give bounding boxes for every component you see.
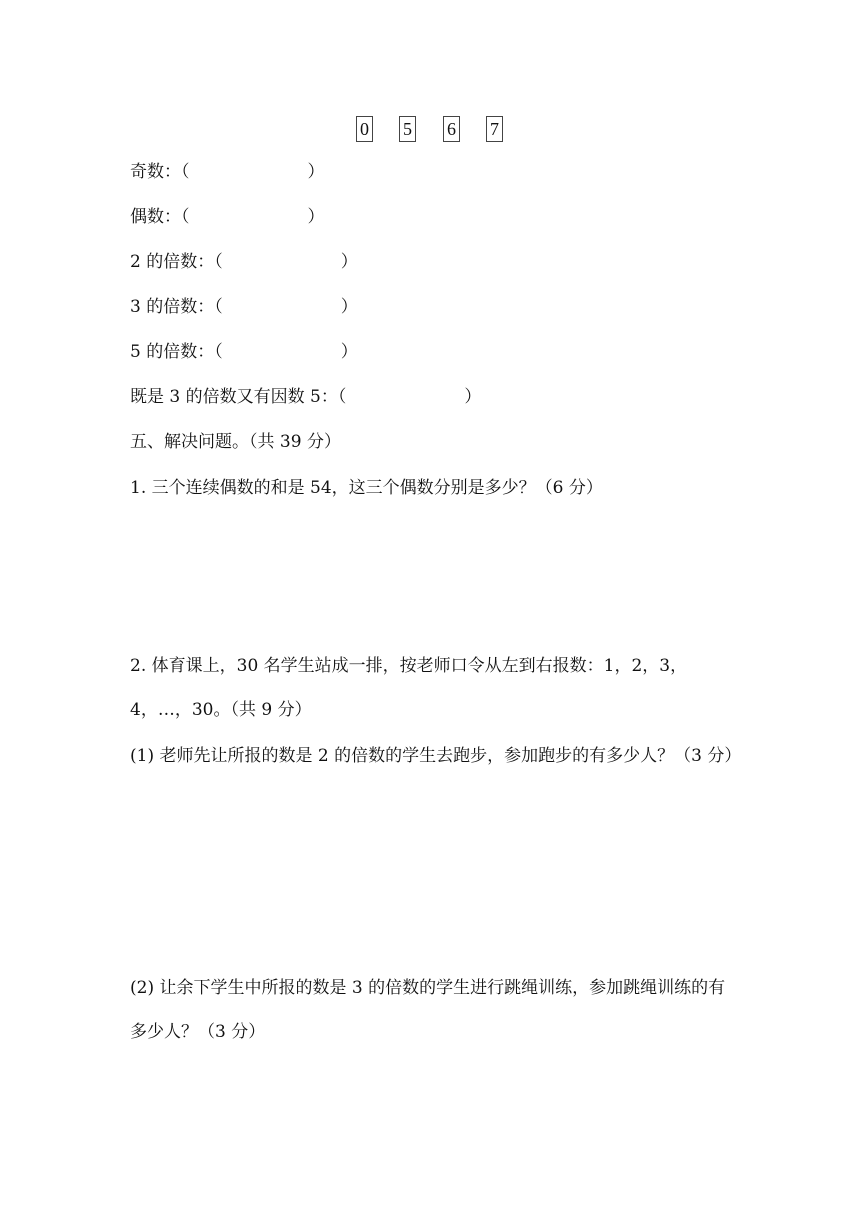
fill-label: 偶数：（	[130, 207, 190, 227]
fill-line-multiple-3-factor-5	[130, 385, 481, 409]
fill-label: 既是 3 的倍数又有因数 5：（	[130, 387, 347, 407]
fill-close: ）	[464, 387, 482, 407]
fill-label: 3 的倍数：（	[130, 297, 223, 317]
fill-line-odd	[130, 160, 325, 184]
question-2-part-1: (1) 老师先让所报的数是 2 的倍数的学生去跑步，参加跑步的有多少人？（3 分）	[130, 746, 742, 766]
fill-close: ）	[340, 252, 358, 272]
question-2: 2. 体育课上，30 名学生站成一排，按老师口令从左到右报数：1，2，3，4，…，30。（共 9 分）	[130, 656, 688, 720]
digit-card: 7	[486, 116, 503, 142]
fill-close: ）	[340, 297, 358, 317]
fill-line-multiple-3	[130, 295, 358, 319]
digit-cards	[0, 116, 860, 144]
fill-line-multiple-2	[130, 250, 358, 274]
fill-line-multiple-5	[130, 340, 358, 364]
digit-card: 0	[356, 116, 373, 142]
fill-close: ）	[307, 207, 325, 227]
fill-close: ）	[340, 342, 358, 362]
question-2-part-2: (2) 让余下学生中所报的数是 3 的倍数的学生进行跳绳训练，参加跳绳训练的有多少人？（3 分）	[130, 978, 726, 1042]
fill-label: 5 的倍数：（	[130, 342, 223, 362]
digit-card: 6	[443, 116, 460, 142]
fill-label: 2 的倍数：（	[130, 252, 223, 272]
section-heading: 五、解决问题。（共 39 分）	[130, 432, 341, 452]
fill-line-even	[130, 205, 325, 229]
digit-card: 5	[399, 116, 416, 142]
fill-label: 奇数：（	[130, 162, 190, 182]
question-1: 1. 三个连续偶数的和是 54，这三个偶数分别是多少？（6 分）	[130, 478, 603, 498]
fill-close: ）	[307, 162, 325, 182]
